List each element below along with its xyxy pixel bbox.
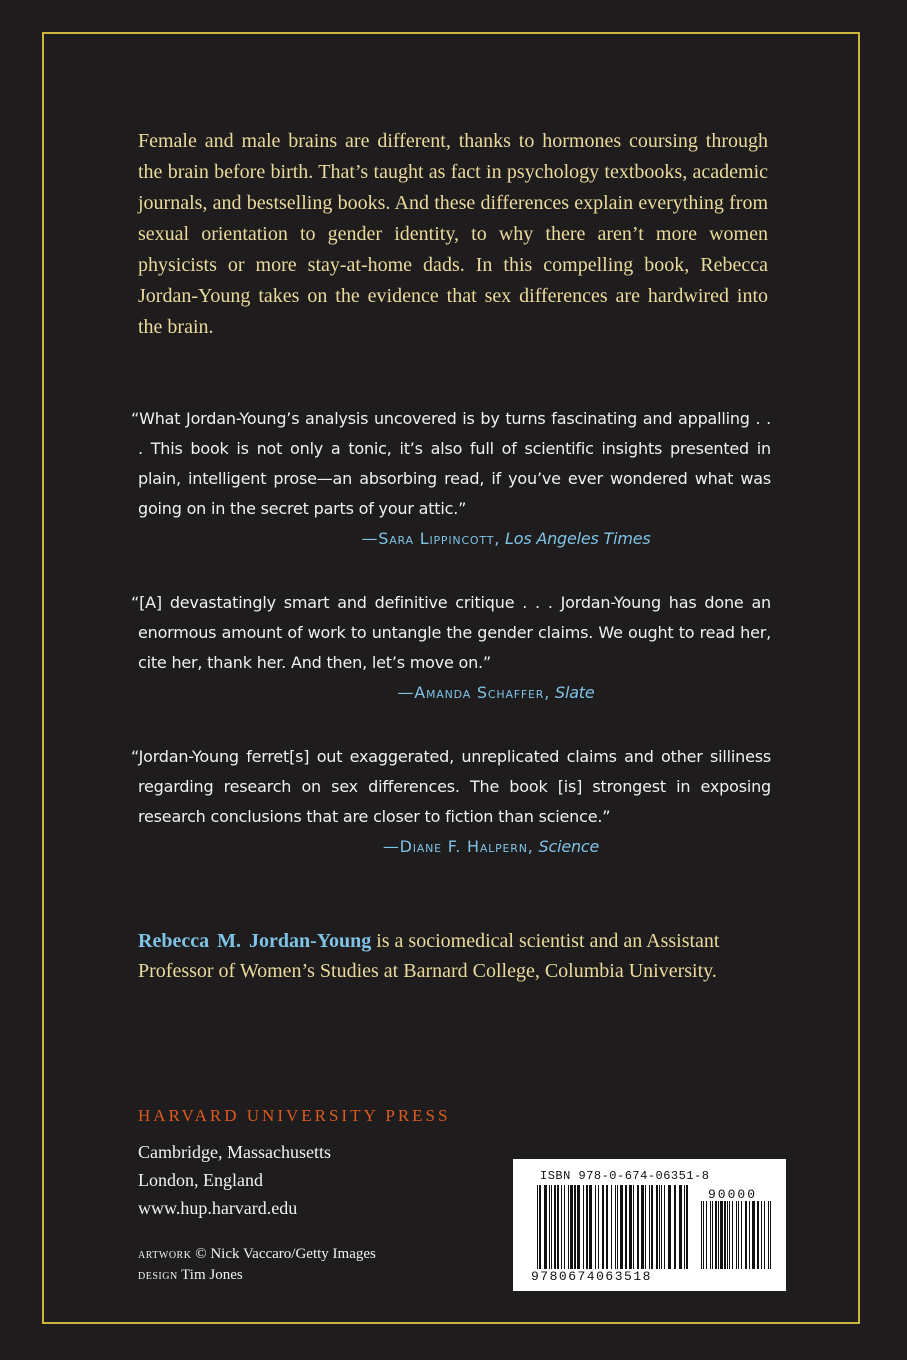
isbn-label: ISBN 978-0-674-06351-8 <box>540 1169 710 1183</box>
book-description: Female and male brains are different, thanks to hormones coursing through the brain before birth. That’s taught as fact in psychology textbooks, academic journals, and bestselling books. And these differences explain everything from sexual orientation to gender identity, to why there aren’t more women physicists or more stay-at-home dads. In this compelling book, Rebecca Jordan-Young takes on the evidence that sex differences are hardwired into the brain. <box>138 130 768 338</box>
barcode-bar <box>589 1185 592 1269</box>
author-name: Rebecca M. Jordan-Young <box>138 930 372 952</box>
design-value: Tim Jones <box>181 1267 243 1283</box>
price-bar <box>720 1201 723 1269</box>
price-bar <box>768 1201 769 1269</box>
review-publication: Los Angeles Times <box>505 529 651 548</box>
barcode-bar <box>633 1185 634 1269</box>
artwork-credit <box>138 1244 376 1265</box>
price-bar <box>718 1201 719 1269</box>
barcode-bar <box>586 1185 588 1269</box>
barcode-bar <box>679 1185 682 1269</box>
price-bar <box>752 1201 755 1269</box>
barcode-bar <box>564 1185 565 1269</box>
review-text: “Jordan-Young ferret[s] out exaggerated, unreplicated claims and other silliness regarding research on sex differences. The book [is] strongest in exposing research conclusions that are closer to fiction than science.” <box>131 747 771 826</box>
barcode-bar <box>617 1185 618 1269</box>
barcode-bar <box>551 1185 552 1269</box>
cover-credits <box>138 1244 376 1286</box>
reviewer-name: —Sara Lippincott, <box>361 529 501 548</box>
author-bio-text: is a sociomedical scientist and an Assistant Professor of Women’s Studies at Barnard College, Columbia University. <box>138 930 720 982</box>
barcode-bar <box>598 1185 599 1269</box>
barcode-bar <box>651 1185 653 1269</box>
price-bar <box>749 1201 750 1269</box>
ean-digits: 9780674063518 <box>531 1269 652 1284</box>
review-attribution <box>131 678 771 708</box>
barcode-bar <box>554 1185 556 1269</box>
price-bar <box>729 1201 730 1269</box>
barcode-bar <box>629 1185 632 1269</box>
review-quote-3 <box>131 742 771 862</box>
review-quote-2 <box>131 588 771 708</box>
design-credit <box>138 1265 376 1286</box>
price-bar <box>712 1201 713 1269</box>
barcode-bar <box>537 1185 538 1269</box>
price-bar <box>764 1201 765 1269</box>
barcode-bar <box>574 1185 576 1269</box>
barcode-bar <box>661 1185 662 1269</box>
price-bar <box>724 1201 726 1269</box>
barcode-bar <box>557 1185 559 1269</box>
barcode-bar <box>684 1185 685 1269</box>
price-bar <box>710 1201 711 1269</box>
price-bar <box>761 1201 762 1269</box>
publisher-website: www.hup.harvard.edu <box>138 1198 298 1218</box>
barcode-bar <box>674 1185 676 1269</box>
artwork-label: artwork <box>138 1247 192 1262</box>
review-quote-1 <box>131 404 771 554</box>
price-bar <box>703 1201 704 1269</box>
price-bar <box>715 1201 717 1269</box>
barcode-bar <box>570 1185 573 1269</box>
author-bio <box>138 926 770 986</box>
barcode-bar <box>549 1185 550 1269</box>
barcode-bar <box>568 1185 569 1269</box>
price-bar <box>732 1201 733 1269</box>
artwork-value: © Nick Vaccaro/Getty Images <box>195 1246 376 1262</box>
barcode-bar <box>659 1185 660 1269</box>
review-text: “[A] devastatingly smart and definitive critique . . . Jordan-Young has done an enormous amount of work to untangle the gender claims. We ought to read her, cite her, thank her. And then, let’s move on.” <box>131 593 771 672</box>
barcode-bar <box>625 1185 627 1269</box>
barcode-bar <box>645 1185 646 1269</box>
reviewer-name: —Diane F. Halpern, <box>382 837 534 856</box>
price-bar <box>706 1201 707 1269</box>
design-label: design <box>138 1268 178 1283</box>
barcode-bar <box>615 1185 616 1269</box>
price-bar <box>701 1201 702 1269</box>
barcode-bar <box>664 1185 665 1269</box>
review-attribution <box>131 832 771 862</box>
barcode-bar <box>637 1185 639 1269</box>
price-bar <box>757 1201 759 1269</box>
barcode-bar <box>539 1185 541 1269</box>
address-line: Cambridge, Massachusetts <box>138 1142 331 1162</box>
barcode-bar <box>668 1185 671 1269</box>
review-publication: Science <box>538 837 600 856</box>
review-publication: Slate <box>555 683 595 702</box>
barcode-bar <box>620 1185 623 1269</box>
publisher-address <box>138 1138 331 1222</box>
barcode-bar <box>583 1185 584 1269</box>
price-bar <box>727 1201 728 1269</box>
barcode-bar <box>611 1185 612 1269</box>
address-line: London, England <box>138 1170 263 1190</box>
price-bar <box>736 1201 737 1269</box>
barcode-bar <box>544 1185 547 1269</box>
barcode-bar <box>641 1185 644 1269</box>
price-bar <box>770 1201 771 1269</box>
barcode-bar <box>686 1185 688 1269</box>
publisher-name: HARVARD UNIVERSITY PRESS <box>138 1106 451 1125</box>
review-attribution <box>131 524 771 554</box>
price-bar <box>741 1201 742 1269</box>
price-bar <box>738 1201 739 1269</box>
barcode-bar <box>577 1185 580 1269</box>
barcode-bar <box>606 1185 608 1269</box>
barcode-bar <box>602 1185 604 1269</box>
review-text: “What Jordan-Young’s analysis uncovered is by turns fascinating and appalling . . . This book is not only a tonic, it’s also full of scientific insights presented in plain, intelligent prose—an absorbing read, if you’ve ever wondered what was going on in the secret parts of your attic.” <box>131 409 771 518</box>
reviewer-name: —Amanda Schaffer, <box>397 683 551 702</box>
barcode-bar <box>561 1185 562 1269</box>
price-bar <box>745 1201 747 1269</box>
price-code: 90000 <box>708 1187 758 1202</box>
barcode-bar <box>649 1185 650 1269</box>
barcode-bar <box>656 1185 658 1269</box>
isbn-barcode <box>513 1159 786 1291</box>
barcode-bar <box>595 1185 596 1269</box>
